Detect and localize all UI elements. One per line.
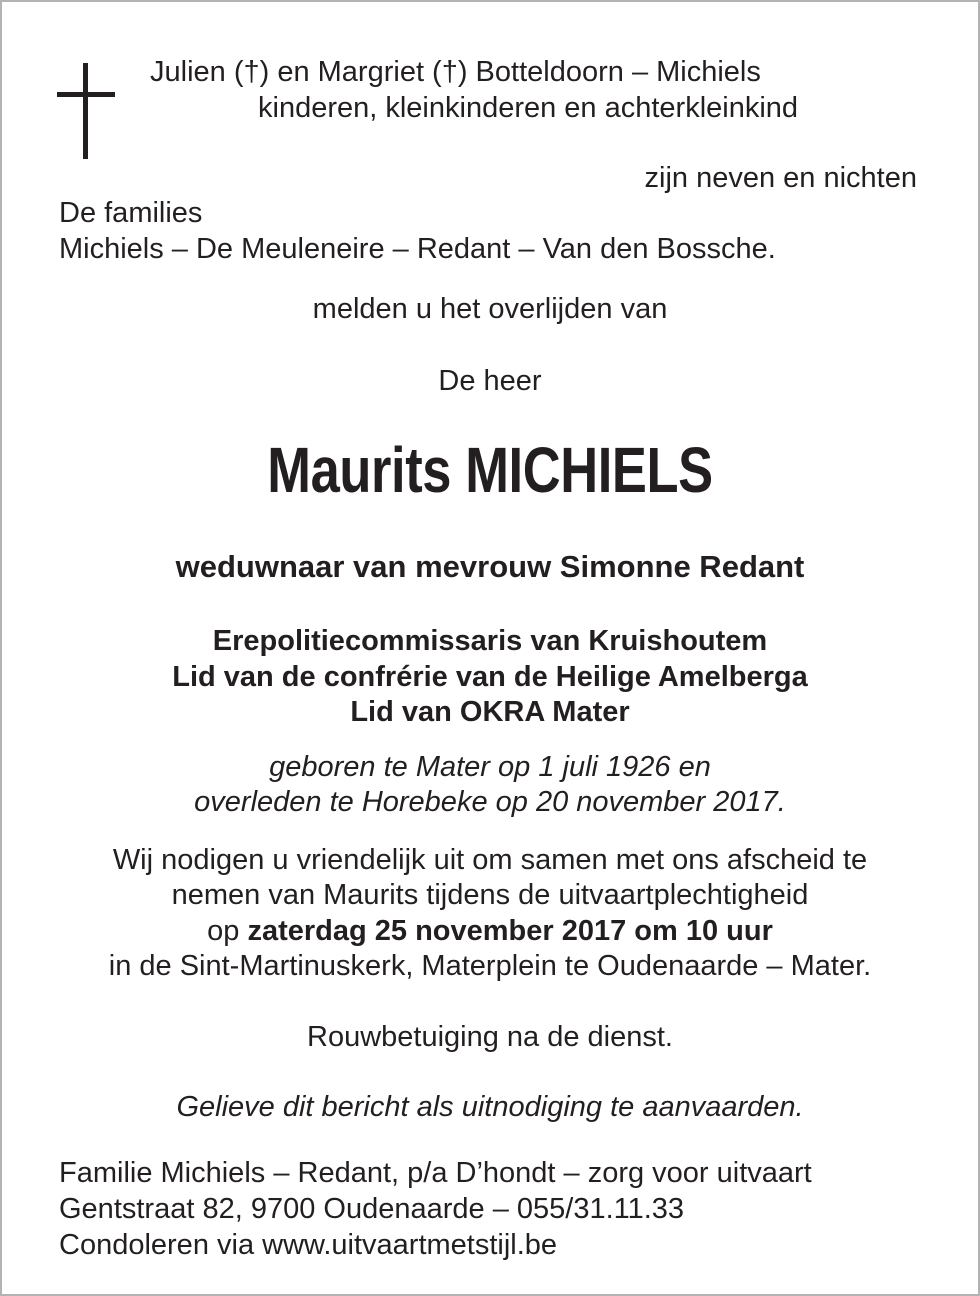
invitation-line-4: in de Sint-Martinuskerk, Materplein te Oudenaarde – Mater. — [108, 950, 872, 982]
invitation-prefix: op — [207, 915, 248, 947]
role-3: Lid van OKRA Mater — [350, 696, 630, 728]
invitation-line-1: Wij nodigen u vriendelijk uit om samen met ons afscheid te — [112, 844, 868, 876]
deceased-name: Maurits MICHIELS — [267, 434, 713, 506]
service-date: zaterdag 25 november 2017 om 10 uur — [247, 915, 773, 947]
family-line-5: Michiels – De Meuleneire – Redant – Van den Bossche. — [59, 233, 776, 265]
family-line-2: kinderen, kleinkinderen en achterkleinkind — [258, 92, 799, 124]
family-line-1: Julien (†) en Margriet (†) Botteldoorn – Michiels — [150, 56, 761, 88]
honorific: De heer — [438, 365, 542, 397]
birth-line: geboren te Mater op 1 juli 1926 en — [269, 751, 711, 783]
family-line-3: zijn neven en nichten — [644, 162, 917, 194]
cross-vertical — [83, 63, 88, 159]
role-1: Erepolitiecommissaris van Kruishoutem — [212, 625, 768, 657]
invitation-line-3 — [0, 914, 980, 948]
footer-website: Condoleren via www.uitvaartmetstijl.be — [59, 1229, 558, 1261]
condolence-note: Rouwbetuiging na de dienst. — [307, 1021, 673, 1053]
invitation-line-2: nemen van Maurits tijdens de uitvaartplechtigheid — [171, 879, 809, 911]
footer-line-1: Familie Michiels – Redant, p/a D’hondt – zorg voor uitvaart — [59, 1157, 812, 1189]
family-line-4: De families — [59, 197, 203, 229]
footer-address: Gentstraat 82, 9700 Oudenaarde – 055/31.11.33 — [59, 1193, 685, 1225]
role-2: Lid van de confrérie van de Heilige Amelberga — [172, 661, 808, 693]
widower-line: weduwnaar van mevrouw Simonne Redant — [175, 549, 805, 584]
announcement: melden u het overlijden van — [312, 293, 668, 325]
death-line: overleden te Horebeke op 20 november 2017. — [194, 786, 786, 818]
request-note: Gelieve dit bericht als uitnodiging te aanvaarden. — [176, 1091, 804, 1123]
cross-horizontal — [57, 92, 115, 97]
